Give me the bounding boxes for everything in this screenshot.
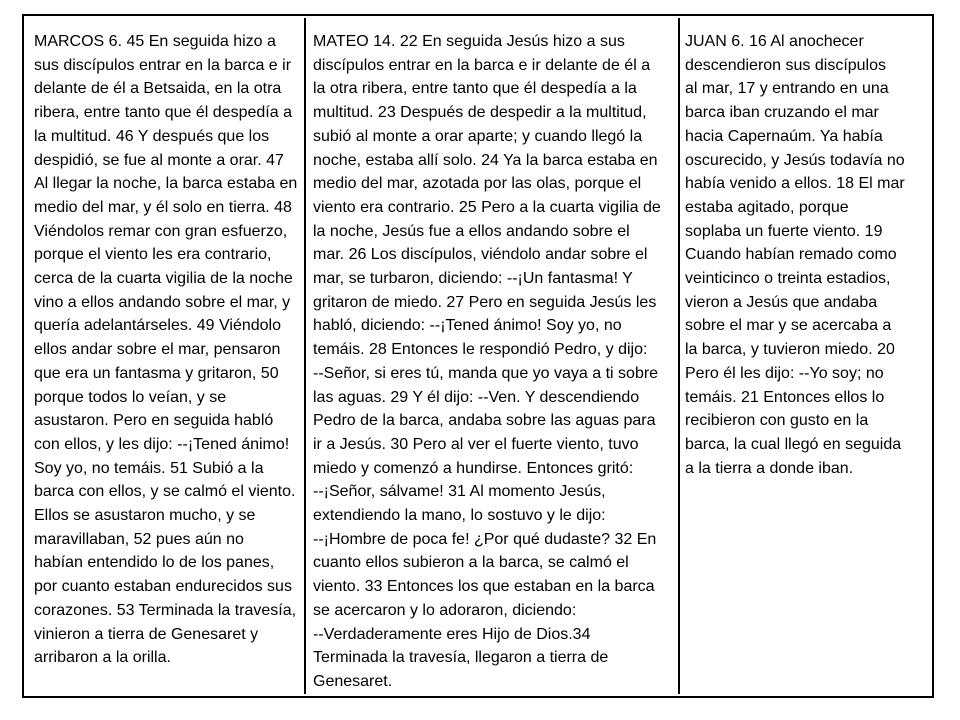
column-marcos-text: MARCOS 6. 45 En seguida hizo a sus discípulos entrar en la barca e ir delante de él a Betsaida, en la otra ribera, entre tanto que él despedía a la multitud. 46 Y después que los despidió, se fue al monte a orar. 47 Al llegar la noche, la barca estaba en medio del mar, y él solo en tierra. 48 Viéndolos remar con gran esfuerzo, porque el viento les era contrario, cerca de la cuarta vigilia de la noche vino a ellos andando sobre el mar, y quería adelantárseles. 49 Viéndolo ellos andar sobre el mar, pensaron que era un fantasma y gritaron, 50 porque todos lo veían, y se asustaron. Pero en seguida habló con ellos, y les dijo: --¡Tened ánimo! Soy yo, no temáis. 51 Subió a la barca con ellos, y se calmó el viento. Ellos se asustaron mucho, y se maravillaban, 52 pues aún no habían entendido lo de los panes, por cuanto estaban endurecidos sus corazones. 53 Terminada la travesía, vinieron a tierra de Genesaret y arribaron a la orilla.: [34, 33, 298, 667]
column-divider: [304, 18, 306, 694]
column-divider: [678, 18, 680, 694]
column-juan-text: JUAN 6. 16 Al anochecer descendieron sus discípulos al mar, 17 y entrando en una barca iban cruzando el mar hacia Capernaúm. Ya había oscurecido, y Jesús todavía no había venido a ellos. 18 El mar estaba agitado, porque soplaba un fuerte viento. 19 Cuando habían remado como veinticinco o treinta estadios, vieron a Jesús que andaba sobre el mar y se acercaba a la barca, y tuvieron miedo. 20 Pero él les dijo: --Yo soy; no temáis. 21 Entonces ellos lo recibieron con gusto en la barca, la cual llegó en seguida a la tierra a donde iban.: [685, 33, 905, 477]
gospel-comparison-table: [22, 14, 934, 698]
column-mateo-text: MATEO 14. 22 En seguida Jesús hizo a sus discípulos entrar en la barca e ir delante de él a la otra ribera, entre tanto que él despedía a la multitud. 23 Después de despedir a la multitud, subió al monte a orar aparte; y cuando llegó la noche, estaba allí solo. 24 Ya la barca estaba en medio del mar, azotada por las olas, porque el viento era contrario. 25 Pero a la cuarta vigilia de la noche, Jesús fue a ellos andando sobre el mar. 26 Los discípulos, viéndolo andar sobre el mar, se turbaron, diciendo: --¡Un fantasma! Y gritaron de miedo. 27 Pero en seguida Jesús les habló, diciendo: --¡Tened ánimo! Soy yo, no temáis. 28 Entonces le respondió Pedro, y dijo: --Señor, si eres tú, manda que yo vaya a ti sobre las aguas. 29 Y él dijo: --Ven. Y descendiendo Pedro de la barca, andaba sobre las aguas para ir a Jesús. 30 Pero al ver el fuerte viento, tuvo miedo y comenzó a hundirse. Entonces gritó: --¡Señor, sálvame! 31 Al momento Jesús, extendiendo la mano, lo sostuvo y le dijo: --¡Hombre de poca fe! ¿Por qué dudaste? 32 En cuanto ellos subieron a la barca, se calmó el viento. 33 Entonces los que estaban en la barca se acercaron y lo adoraron, diciendo: --Verdaderamente eres Hijo de Dios.34 Terminada la travesía, llegaron a tierra de Genesaret.: [313, 33, 661, 690]
